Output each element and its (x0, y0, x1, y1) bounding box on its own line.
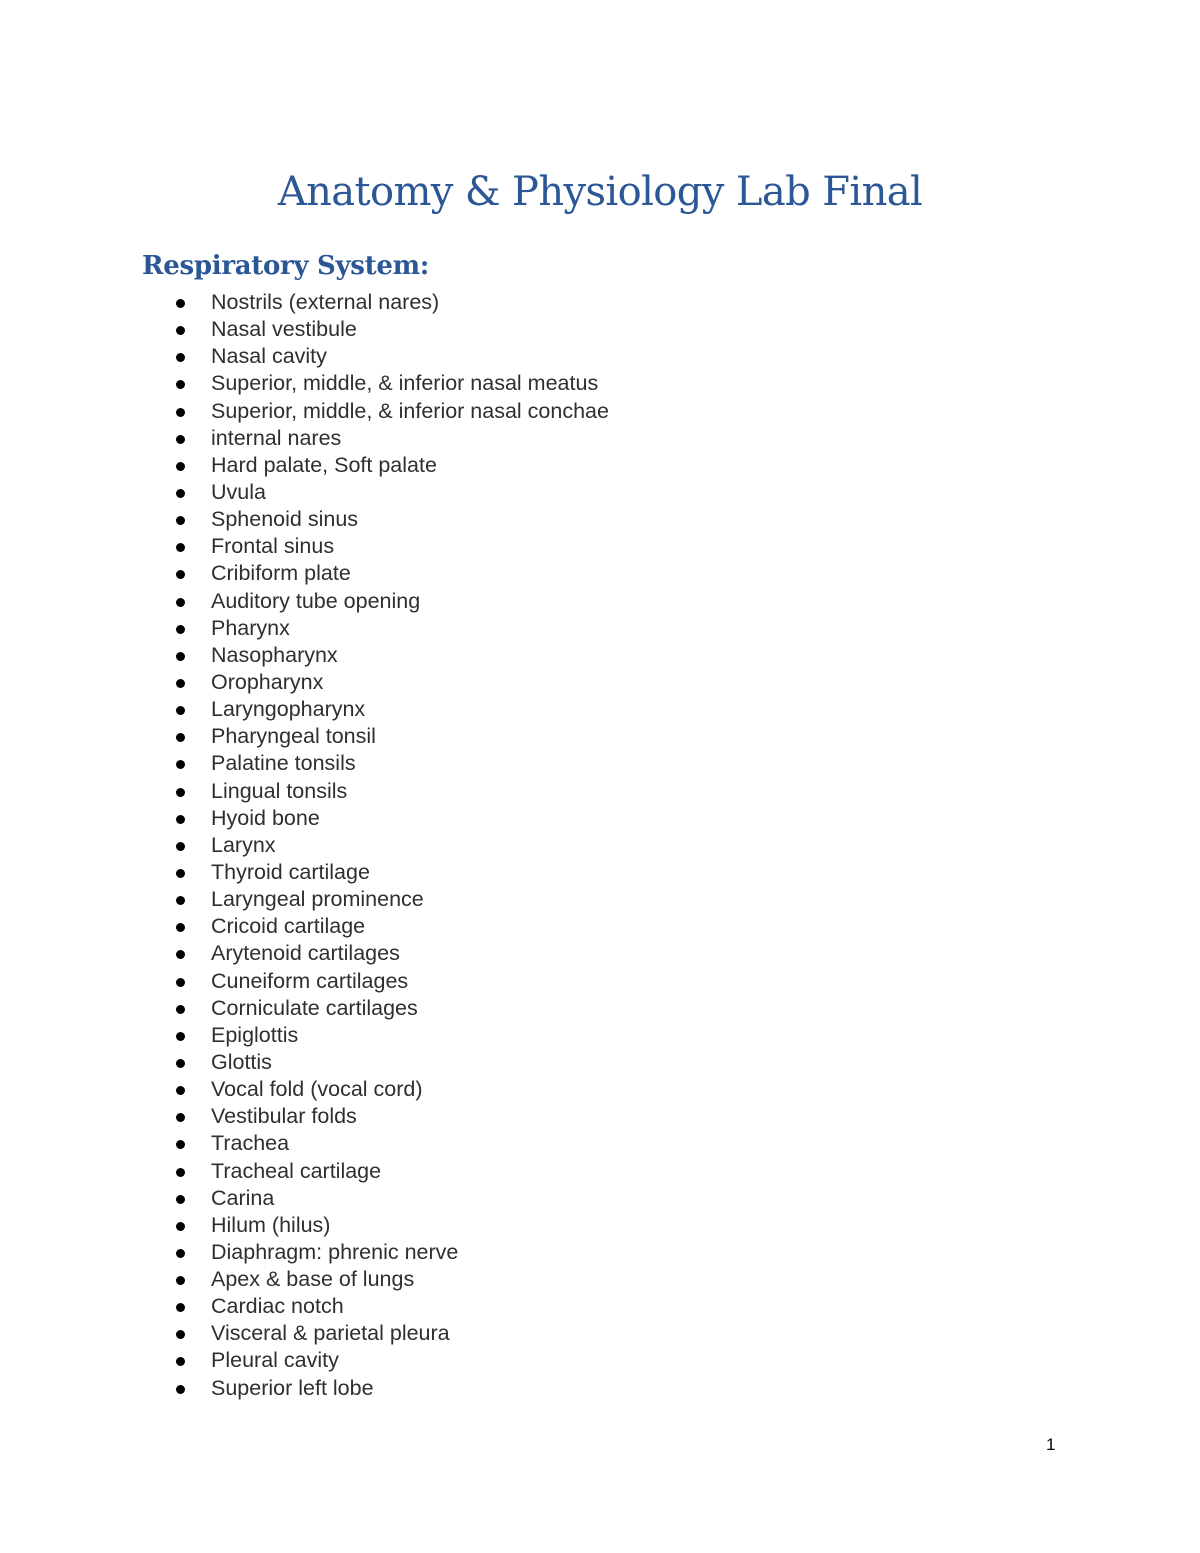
bullet-dot-icon (176, 706, 185, 715)
list-item-text: Vocal fold (vocal cord) (211, 1077, 423, 1102)
list-item-text: Laryngeal prominence (211, 887, 424, 912)
list-item-text: Cricoid cartilage (211, 914, 366, 939)
bullet-dot-icon (176, 1168, 185, 1177)
bullet-dot-icon (176, 1303, 185, 1312)
list-item-text: Superior left lobe (211, 1375, 374, 1400)
bullet-dot-icon (176, 679, 185, 688)
bullet-dot-icon (176, 299, 185, 308)
bullet-dot-icon (176, 543, 185, 552)
bullet-dot-icon (176, 435, 185, 444)
bullet-dot-icon (176, 1032, 185, 1041)
section-heading: Respiratory System: (142, 251, 430, 281)
bullet-dot-icon (176, 1113, 185, 1122)
bullet-dot-icon (176, 733, 185, 742)
list-item-text: Corniculate cartilages (211, 995, 418, 1020)
bullet-dot-icon (176, 408, 185, 417)
bullet-dot-icon (176, 788, 185, 797)
bullet-dot-icon (176, 1059, 185, 1068)
bullet-dot-icon (176, 1330, 185, 1339)
list-item-text: Nasal cavity (211, 344, 327, 369)
list-item-text: Palatine tonsils (211, 751, 356, 776)
bullet-dot-icon (176, 570, 185, 579)
list-item-text: Hilum (hilus) (211, 1212, 331, 1237)
bullet-dot-icon (176, 950, 185, 959)
list-item-text: Carina (211, 1185, 275, 1210)
bullet-dot-icon (176, 1005, 185, 1014)
bullet-dot-icon (176, 896, 185, 905)
list-item-text: Cardiac notch (211, 1294, 344, 1319)
bullet-dot-icon (176, 842, 185, 851)
list-item-text: Nasopharynx (211, 642, 338, 667)
bullet-dot-icon (176, 923, 185, 932)
list-item-text: Superior, middle, & inferior nasal meatus (211, 371, 599, 396)
bullet-dot-icon (176, 1276, 185, 1285)
list-item-text: Pharyngeal tonsil (211, 724, 376, 749)
bullet-dot-icon (176, 1249, 185, 1258)
bullet-dot-icon (176, 625, 185, 634)
list-item-text: Auditory tube opening (211, 588, 421, 613)
list-item-text: Epiglottis (211, 1022, 299, 1047)
bullet-dot-icon (176, 598, 185, 607)
list-item-text: Trachea (211, 1131, 290, 1156)
list-item-text: Nasal vestibule (211, 317, 357, 342)
list-item-text: Lingual tonsils (211, 778, 348, 803)
bullet-dot-icon (176, 1086, 185, 1095)
bullet-dot-icon (176, 380, 185, 389)
bullet-dot-icon (176, 516, 185, 525)
bullet-dot-icon (176, 1140, 185, 1149)
list-item-text: Larynx (211, 832, 276, 857)
list-item-text: Glottis (211, 1049, 272, 1074)
bullet-dot-icon (176, 326, 185, 335)
list-item-text: Nostrils (external nares) (211, 290, 440, 314)
bullet-dot-icon (176, 978, 185, 987)
list-item-text: Arytenoid cartilages (211, 941, 400, 966)
bullet-dot-icon (176, 869, 185, 878)
list-item-text: internal nares (211, 425, 342, 450)
bullet-dot-icon (176, 1357, 185, 1366)
list-item-text: Hard palate, Soft palate (211, 452, 437, 477)
page-number: 1 (1046, 1435, 1056, 1454)
list-item-text: Pharynx (211, 615, 290, 640)
list-item-text: Cuneiform cartilages (211, 968, 409, 993)
list-item-text: Cribiform plate (211, 561, 351, 586)
bullet-dot-icon (176, 1195, 185, 1204)
list-item-text: Oropharynx (211, 669, 324, 694)
list-item-text: Frontal sinus (211, 534, 335, 559)
list-item-text: Hyoid bone (211, 805, 320, 830)
list-item-text: Sphenoid sinus (211, 507, 359, 532)
bullet-dot-icon (176, 652, 185, 661)
list-item-text: Visceral & parietal pleura (211, 1321, 450, 1346)
list-item-text: Vestibular folds (211, 1104, 357, 1129)
list-item-text: Uvula (211, 479, 266, 504)
list-item-text: Diaphragm: phrenic nerve (211, 1239, 459, 1264)
document-title: Anatomy & Physiology Lab Final (277, 169, 923, 215)
list-item-text: Superior, middle, & inferior nasal conchae (211, 398, 609, 423)
list-item-text: Tracheal cartilage (211, 1158, 382, 1183)
bullet-dot-icon (176, 353, 185, 362)
list-item-text: Pleural cavity (211, 1348, 339, 1373)
bullet-dot-icon (176, 489, 185, 498)
bullet-dot-icon (176, 760, 185, 769)
list-item-text: Thyroid cartilage (211, 859, 370, 884)
bullet-dot-icon (176, 815, 185, 824)
bullet-dot-icon (176, 462, 185, 471)
list-item-text: Apex & base of lungs (211, 1267, 415, 1292)
bullet-dot-icon (176, 1385, 185, 1394)
list-item-text: Laryngopharynx (211, 697, 366, 722)
bullet-dot-icon (176, 1222, 185, 1231)
